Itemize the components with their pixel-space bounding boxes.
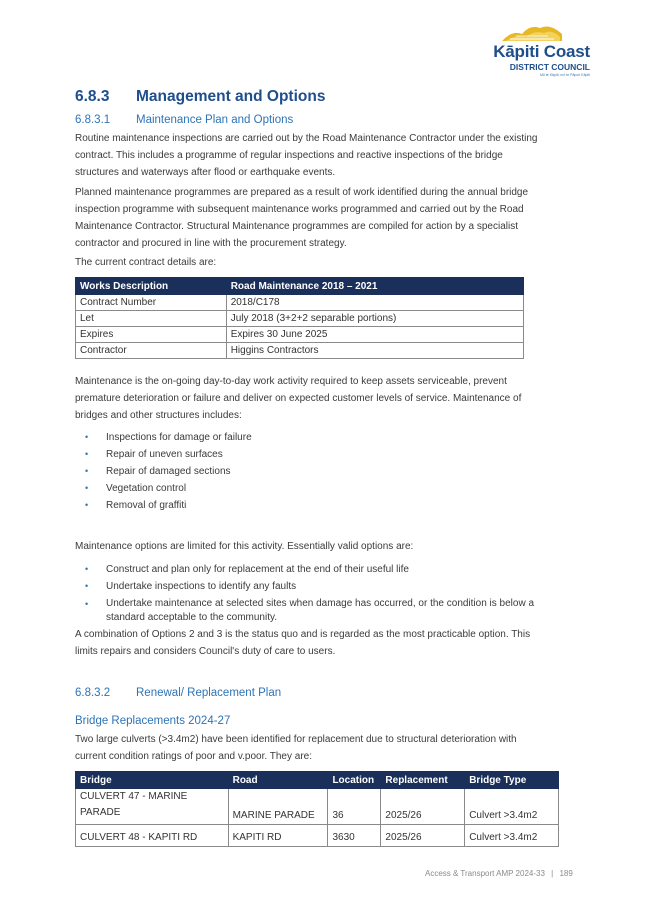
table-cell: Expires [76,327,227,343]
table-cell: Contract Number [76,295,227,311]
list-item-text: Undertake maintenance at selected sites when damage has occurred, or the condition is below a [106,598,535,609]
list-item [82,497,252,514]
paragraph-contract-intro [75,254,575,271]
list-item-text: Repair of uneven surfaces [106,449,223,460]
table-cell: CULVERT 48 - KAPITI RD [76,825,229,847]
bridge-replacements-table [75,771,559,847]
paragraph-status-quo [75,626,575,660]
logo-name: Kāpiti Coast [493,42,590,61]
bullet-icon: • [85,449,89,459]
table-cell: MARINE PARADE [228,789,328,825]
table-row [76,789,559,825]
table-cell: July 2018 (3+2+2 separable portions) [226,311,523,327]
text-line: contractor and procured in line with the procurement strategy. [75,238,347,249]
bullet-icon: • [85,432,89,442]
council-logo [472,22,592,80]
table-row [76,311,524,327]
text-line: contract. This includes a programme of regular inspections and reactive inspections of the bridge [75,150,503,161]
logo-tagline: Mō te Kāpiti, mō te Pāpori Kāpiti [540,73,590,77]
bridge-replacements-heading: Bridge Replacements 2024-27 [75,715,231,727]
footer-text: Access & Transport AMP 2024-33 [425,869,545,878]
list-item-text: Vegetation control [106,483,187,494]
table-header-row [76,278,524,295]
table-cell: 2025/26 [381,825,465,847]
table-header-cell: Road [228,772,328,789]
table-cell: Let [76,311,227,327]
table-cell: Higgins Contractors [226,343,523,359]
paragraph-planned-maintenance [75,184,575,252]
list-item-text: Construct and plan only for replacement at the end of their useful life [106,564,409,575]
section-number: 6.8.3 [75,88,110,105]
list-item-text: Repair of damaged sections [106,466,231,477]
text-line: The current contract details are: [75,257,217,268]
table-row [76,343,524,359]
subsection-heading-renewal [75,687,281,699]
table-cell: Culvert >3.4m2 [465,789,559,825]
table-cell: Contractor [76,343,227,359]
table-header-cell: Bridge Type [465,772,559,789]
list-item [82,561,534,578]
table-row [76,295,524,311]
list-item-text-continued: standard acceptable to the community. [106,612,278,623]
text-line: Routine maintenance inspections are carried out by the Road Maintenance Contractor under the existing [75,133,538,144]
table-cell: 2025/26 [381,789,465,825]
logo-hills-icon [500,22,564,42]
table-header-cell: Road Maintenance 2018 – 2021 [226,278,523,295]
text-line: bridges and other structures includes: [75,410,242,421]
paragraph-culverts [75,731,575,765]
bridge-name-line: PARADE [80,807,121,818]
footer-separator: | [551,869,554,878]
subsection-number: 6.8.3.1 [75,114,111,126]
bridge-name-line: CULVERT 47 - MARINE [80,791,188,802]
bullet-icon: • [85,500,89,510]
bullet-icon: • [85,581,89,591]
text-line: A combination of Options 2 and 3 is the status quo and is regarded as the most practicable option. This [75,629,531,640]
paragraph-maintenance-definition [75,373,575,424]
text-line: Two large culverts (>3.4m2) have been identified for replacement due to structural deterioration with [75,734,517,745]
list-item [82,429,252,446]
page-number: 189 [559,869,573,878]
page-footer [425,869,573,878]
paragraph-routine-maintenance [75,130,575,181]
subsection-title: Renewal/ Replacement Plan [136,687,282,699]
table-cell: 3630 [328,825,381,847]
bullet-icon: • [85,483,89,493]
table-cell: KAPITI RD [228,825,328,847]
text-line: Maintenance is the on-going day-to-day work activity required to keep assets serviceable, prevent [75,376,507,387]
table-header-cell: Replacement [381,772,465,789]
text-line: Maintenance Contractor. Structural Maintenance programmes are compiled for action by a specialist [75,221,518,232]
text-line: Planned maintenance programmes are prepared as a result of work identified during the annual bridge [75,187,529,198]
table-cell: 36 [328,789,381,825]
table-row [76,327,524,343]
table-cell [76,789,229,825]
text-line: inspection programme with subsequent maintenance works programmed and carried out by the Road [75,204,524,215]
maintenance-items-list [82,429,252,514]
table-header-cell: Location [328,772,381,789]
table-cell: Expires 30 June 2025 [226,327,523,343]
list-item [82,578,534,595]
subsection-title: Maintenance Plan and Options [136,114,294,126]
list-item [82,595,534,625]
contract-details-table [75,277,524,359]
bullet-icon: • [85,564,89,574]
text-line: Maintenance options are limited for this activity. Essentially valid options are: [75,541,414,552]
list-item [82,446,252,463]
list-item [82,480,252,497]
text-line: premature deterioration or failure and deliver on expected customer levels of service. Maintenance of [75,393,522,404]
bullet-icon: • [85,599,89,609]
options-list [82,561,534,625]
section-heading [75,88,325,106]
paragraph-options-intro [75,538,575,555]
list-item-text: Removal of graffiti [106,500,187,511]
table-row [76,825,559,847]
table-header-row [76,772,559,789]
text-line: limits repairs and considers Council's duty of care to users. [75,646,336,657]
table-cell: 2018/C178 [226,295,523,311]
list-item-text: Inspections for damage or failure [106,432,252,443]
list-item [82,463,252,480]
list-item-text: Undertake inspections to identify any faults [106,581,297,592]
text-line: structures and waterways after flood or earthquake events. [75,167,336,178]
table-header-cell: Bridge [76,772,229,789]
subsection-number: 6.8.3.2 [75,687,111,699]
section-title: Management and Options [136,88,326,105]
subsection-heading-maintenance [75,114,293,126]
logo-subname: DISTRICT COUNCIL [509,62,590,72]
text-line: current condition ratings of poor and v.poor. They are: [75,751,312,762]
table-header-cell: Works Description [76,278,227,295]
bullet-icon: • [85,466,89,476]
table-cell: Culvert >3.4m2 [465,825,559,847]
